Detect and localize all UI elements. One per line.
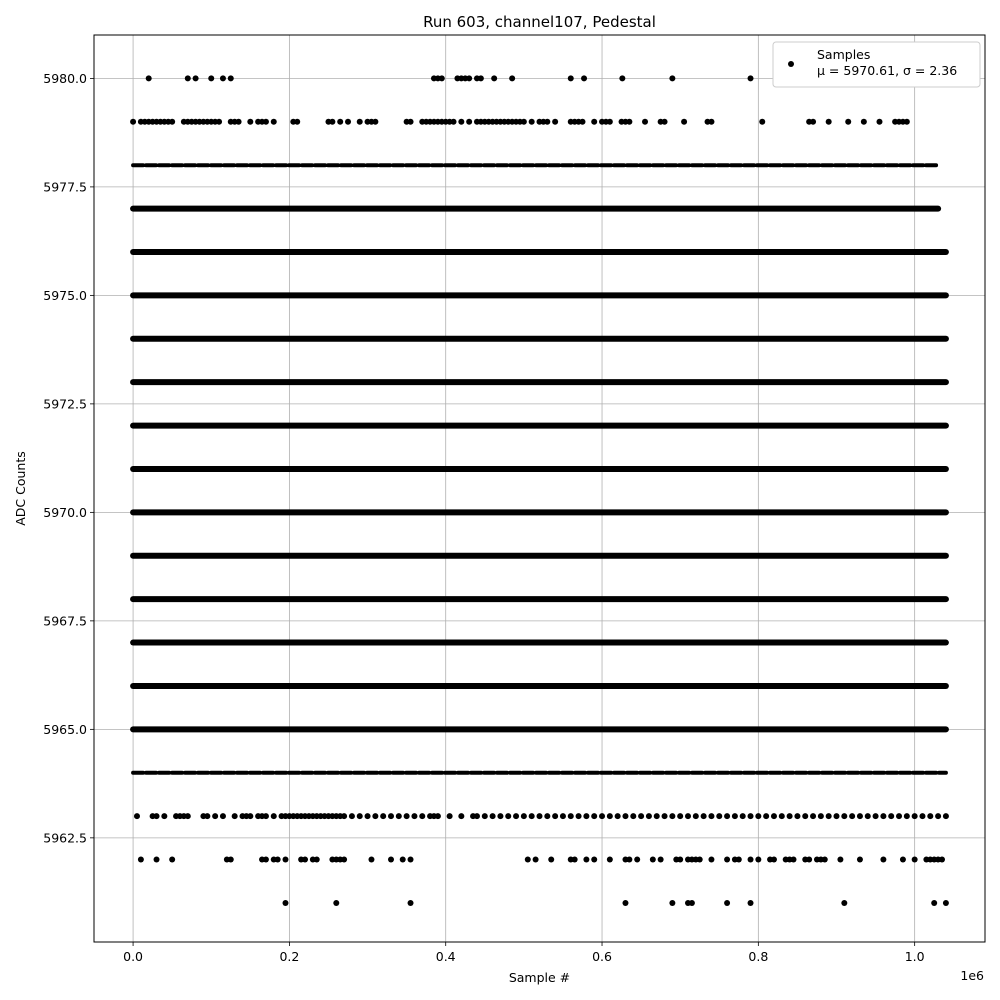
data-point	[572, 857, 578, 863]
data-point	[779, 813, 785, 819]
data-point	[857, 813, 863, 819]
legend-series-stat: μ = 5970.61, σ = 2.36	[817, 63, 958, 78]
data-point	[900, 857, 906, 863]
x-axis-label: Sample #	[508, 970, 571, 985]
data-point	[302, 857, 308, 863]
data-point	[837, 857, 843, 863]
data-point	[169, 119, 175, 125]
data-point	[228, 75, 234, 81]
data-point	[755, 857, 761, 863]
data-point	[810, 813, 816, 819]
data-point	[841, 900, 847, 906]
data-point	[845, 119, 851, 125]
data-point	[275, 857, 281, 863]
data-point	[919, 813, 925, 819]
data-point	[849, 813, 855, 819]
data-point	[935, 813, 941, 819]
data-point	[646, 813, 652, 819]
data-point	[400, 857, 406, 863]
data-point	[185, 75, 191, 81]
data-point	[451, 119, 457, 125]
data-point	[806, 857, 812, 863]
data-point	[581, 75, 587, 81]
data-point	[544, 119, 550, 125]
data-point	[708, 857, 714, 863]
data-point	[236, 119, 242, 125]
y-tick-label: 5975.0	[43, 287, 87, 303]
x-axis-offset-label: 1e6	[960, 968, 984, 983]
data-point	[880, 813, 886, 819]
data-point	[247, 119, 253, 125]
data-point	[458, 813, 464, 819]
data-point	[357, 119, 363, 125]
data-point	[154, 813, 160, 819]
legend-marker	[788, 61, 794, 67]
data-point	[497, 813, 503, 819]
y-axis-label: ADC Counts	[13, 451, 28, 526]
data-point	[787, 813, 793, 819]
data-point	[927, 813, 933, 819]
data-point	[662, 119, 668, 125]
legend-series-name: Samples	[817, 47, 871, 62]
x-tick-label: 1.0	[904, 949, 925, 964]
data-point	[544, 813, 550, 819]
data-point	[794, 813, 800, 819]
data-point	[880, 857, 886, 863]
data-point	[748, 75, 754, 81]
data-point	[748, 900, 754, 906]
data-point	[271, 119, 277, 125]
data-point	[368, 857, 374, 863]
data-point	[607, 857, 613, 863]
data-point	[548, 857, 554, 863]
data-point	[619, 75, 625, 81]
data-point	[439, 75, 445, 81]
data-point	[669, 75, 675, 81]
data-point	[314, 857, 320, 863]
data-point	[169, 857, 175, 863]
data-point	[263, 857, 269, 863]
data-point	[732, 813, 738, 819]
y-tick-label: 5965.0	[43, 721, 87, 737]
data-point	[759, 119, 765, 125]
data-point	[447, 813, 453, 819]
data-point	[216, 119, 222, 125]
data-point	[521, 119, 527, 125]
x-tick-label: 0.0	[123, 949, 144, 964]
data-point	[873, 813, 879, 819]
data-point	[708, 813, 714, 819]
data-point	[642, 119, 648, 125]
data-point	[466, 75, 472, 81]
data-point	[763, 813, 769, 819]
data-point	[931, 900, 937, 906]
data-point	[576, 813, 582, 819]
data-point	[724, 813, 730, 819]
data-point	[282, 857, 288, 863]
data-point	[669, 813, 675, 819]
data-point	[622, 813, 628, 819]
y-tick-label: 5977.5	[43, 179, 87, 195]
data-point	[341, 857, 347, 863]
data-point	[771, 857, 777, 863]
data-point	[154, 857, 160, 863]
data-point	[740, 813, 746, 819]
data-point	[408, 900, 414, 906]
data-point	[669, 900, 675, 906]
data-point	[861, 119, 867, 125]
legend	[773, 42, 980, 87]
data-point	[419, 813, 425, 819]
data-point	[220, 813, 226, 819]
data-point	[404, 813, 410, 819]
data-point	[943, 813, 949, 819]
data-point	[626, 857, 632, 863]
data-point	[247, 813, 253, 819]
data-point	[697, 857, 703, 863]
data-point	[388, 857, 394, 863]
data-point	[607, 813, 613, 819]
data-point	[568, 75, 574, 81]
data-point	[474, 813, 480, 819]
data-point	[357, 813, 363, 819]
data-point	[345, 119, 351, 125]
data-point	[658, 857, 664, 863]
data-point	[529, 119, 535, 125]
data-point	[220, 75, 226, 81]
data-point	[939, 857, 945, 863]
data-point	[708, 119, 714, 125]
data-point	[888, 813, 894, 819]
data-point	[701, 813, 707, 819]
data-point	[263, 813, 269, 819]
data-point	[560, 813, 566, 819]
data-point	[724, 900, 730, 906]
data-point	[458, 119, 464, 125]
y-tick-label: 5967.5	[43, 613, 87, 629]
data-point	[689, 900, 695, 906]
data-point	[466, 119, 472, 125]
data-point	[615, 813, 621, 819]
y-tick-label: 5970.0	[43, 504, 87, 520]
data-point	[333, 900, 339, 906]
y-tick-label: 5972.5	[43, 396, 87, 412]
data-point	[771, 813, 777, 819]
data-point	[662, 813, 668, 819]
data-point	[521, 813, 527, 819]
data-point	[411, 813, 417, 819]
data-point	[212, 813, 218, 819]
data-point	[408, 119, 414, 125]
data-point	[630, 813, 636, 819]
data-point	[693, 813, 699, 819]
data-point	[826, 119, 832, 125]
data-point	[607, 119, 613, 125]
x-tick-label: 0.6	[592, 949, 612, 964]
data-point	[372, 813, 378, 819]
data-point	[904, 813, 910, 819]
data-point	[818, 813, 824, 819]
data-point	[677, 857, 683, 863]
data-point	[736, 857, 742, 863]
data-point	[505, 813, 511, 819]
data-point	[529, 813, 535, 819]
x-tick-label: 0.4	[435, 949, 456, 964]
data-point	[748, 857, 754, 863]
data-point	[146, 75, 152, 81]
data-point	[204, 813, 210, 819]
data-point	[491, 75, 497, 81]
data-point	[755, 813, 761, 819]
data-point	[435, 813, 441, 819]
data-point	[509, 75, 515, 81]
y-tick-label: 5962.5	[43, 830, 87, 846]
data-point	[388, 813, 394, 819]
data-point	[626, 119, 632, 125]
x-tick-label: 0.8	[748, 949, 769, 964]
data-point	[537, 813, 543, 819]
data-point	[591, 813, 597, 819]
data-point	[337, 119, 343, 125]
data-point	[912, 813, 918, 819]
data-point	[622, 900, 628, 906]
data-point	[810, 119, 816, 125]
data-point	[478, 75, 484, 81]
data-point	[232, 813, 238, 819]
data-point	[513, 813, 519, 819]
data-point	[583, 813, 589, 819]
data-point	[271, 813, 277, 819]
data-point	[912, 857, 918, 863]
data-point	[525, 857, 531, 863]
data-point	[634, 857, 640, 863]
data-point	[583, 857, 589, 863]
data-point	[841, 813, 847, 819]
data-point	[396, 813, 402, 819]
data-point	[263, 119, 269, 125]
data-point	[365, 813, 371, 819]
data-point	[876, 119, 882, 125]
data-point	[329, 119, 335, 125]
data-point	[681, 119, 687, 125]
data-point	[380, 813, 386, 819]
data-point	[134, 813, 140, 819]
data-point	[533, 857, 539, 863]
data-point	[228, 857, 234, 863]
data-point	[161, 813, 167, 819]
x-tick-label: 0.2	[279, 949, 300, 964]
data-point	[552, 813, 558, 819]
data-point	[579, 119, 585, 125]
data-point	[599, 813, 605, 819]
data-point	[372, 119, 378, 125]
data-point	[822, 857, 828, 863]
data-point	[650, 857, 656, 863]
data-point	[482, 813, 488, 819]
data-point	[591, 119, 597, 125]
data-point	[341, 813, 347, 819]
data-point	[568, 813, 574, 819]
data-point	[857, 857, 863, 863]
data-point	[294, 119, 300, 125]
data-point	[677, 813, 683, 819]
data-point	[865, 813, 871, 819]
data-point	[943, 900, 949, 906]
data-point	[591, 857, 597, 863]
data-point	[552, 119, 558, 125]
data-point	[791, 857, 797, 863]
data-point	[193, 75, 199, 81]
data-point	[748, 813, 754, 819]
data-point	[490, 813, 496, 819]
data-point	[138, 857, 144, 863]
data-point	[282, 900, 288, 906]
data-point	[724, 857, 730, 863]
data-point	[802, 813, 808, 819]
data-point	[716, 813, 722, 819]
data-point	[185, 813, 191, 819]
data-point	[408, 857, 414, 863]
y-tick-label: 5980.0	[43, 70, 87, 86]
data-point	[130, 119, 136, 125]
chart-title: Run 603, channel107, Pedestal	[423, 13, 656, 31]
data-point	[654, 813, 660, 819]
data-point	[826, 813, 832, 819]
data-point	[208, 75, 214, 81]
data-point	[349, 813, 355, 819]
data-point	[685, 813, 691, 819]
data-point	[904, 119, 910, 125]
data-point	[638, 813, 644, 819]
data-point	[834, 813, 840, 819]
data-point	[896, 813, 902, 819]
